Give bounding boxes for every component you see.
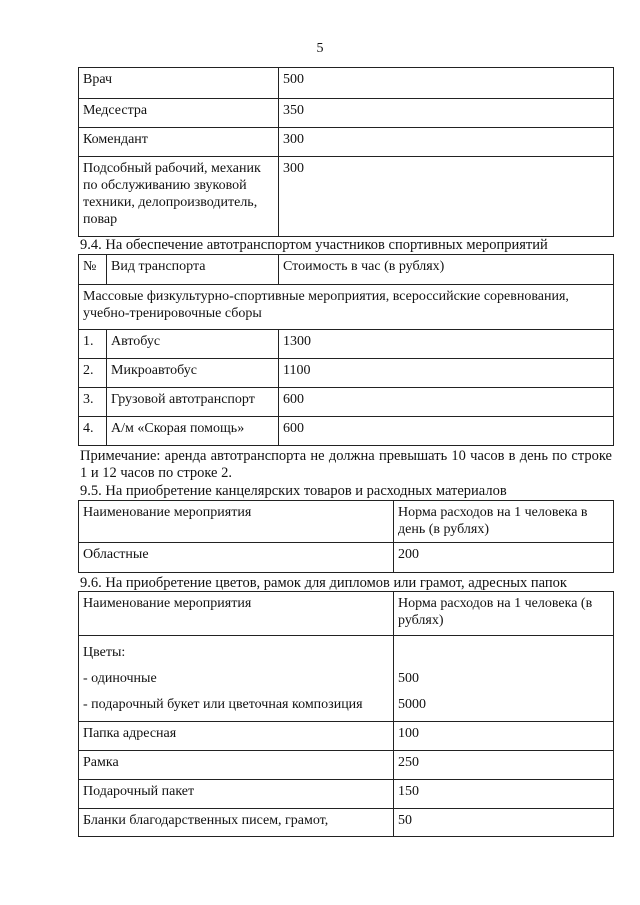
transport-table	[78, 254, 614, 446]
table-row	[79, 128, 614, 157]
flowers-bouquet: - подарочный букет или цветочная композиция	[83, 697, 363, 712]
flowers-single-value: 500	[398, 671, 419, 686]
column-header-name: Наименование мероприятия	[79, 501, 394, 543]
transport-cost: 1100	[279, 359, 614, 388]
column-header-num: №	[79, 255, 107, 285]
staff-name: Врач	[79, 68, 279, 99]
table-header-row	[79, 255, 614, 285]
flowers-values-cell	[394, 636, 614, 722]
table-row	[79, 780, 614, 809]
staff-name: Комендант	[79, 128, 279, 157]
item-name: Бланки благодарственных писем, грамот,	[79, 809, 394, 837]
table-row	[79, 417, 614, 446]
item-name: Папка адресная	[79, 722, 394, 751]
staff-name: Подсобный рабочий, механик по обслуживанию звуковой техники, делопроизводитель, повар	[79, 157, 279, 237]
column-header-cost: Стоимость в час (в рублях)	[279, 255, 614, 285]
column-header-type: Вид транспорта	[107, 255, 279, 285]
transport-type: А/м «Скорая помощь»	[107, 417, 279, 446]
transport-type: Микроавтобус	[107, 359, 279, 388]
column-header-norm: Норма расходов на 1 человека (в рублях)	[394, 592, 614, 636]
transport-cost: 1300	[279, 330, 614, 359]
table-row	[79, 157, 614, 237]
table-row	[79, 636, 614, 722]
row-num: 2.	[79, 359, 107, 388]
transport-type: Грузовой автотранспорт	[107, 388, 279, 417]
staff-rates-table	[78, 67, 614, 237]
staff-rate: 350	[279, 99, 614, 128]
row-num: 3.	[79, 388, 107, 417]
item-value: 250	[394, 751, 614, 780]
row-num: 1.	[79, 330, 107, 359]
table-header-row	[79, 501, 614, 543]
item-name: Областные	[79, 543, 394, 573]
staff-rate: 500	[279, 68, 614, 99]
column-header-name: Наименование мероприятия	[79, 592, 394, 636]
row-num: 4.	[79, 417, 107, 446]
table-row	[79, 388, 614, 417]
item-value: 150	[394, 780, 614, 809]
table-row	[79, 722, 614, 751]
stationery-table	[78, 500, 614, 573]
staff-rate: 300	[279, 157, 614, 237]
group-title: Массовые физкультурно-спортивные мероприятия, всероссийские соревнования, учебно-тренировочные сборы	[79, 285, 614, 330]
transport-note: Примечание: аренда автотранспорта не должна превышать 10 часов в день по строке 1 и 12 часов по строке 2.	[80, 448, 612, 481]
table-row	[79, 359, 614, 388]
table-row	[79, 751, 614, 780]
staff-rate: 300	[279, 128, 614, 157]
transport-cost: 600	[279, 388, 614, 417]
section-heading-9-5: 9.5. На приобретение канцелярских товаров и расходных материалов	[80, 483, 507, 499]
table-row	[79, 809, 614, 837]
item-name: Подарочный пакет	[79, 780, 394, 809]
item-value: 100	[394, 722, 614, 751]
item-value: 50	[394, 809, 614, 837]
section-heading-9-6: 9.6. На приобретение цветов, рамок для дипломов или грамот, адресных папок	[80, 575, 567, 591]
section-heading-9-4: 9.4. На обеспечение автотранспортом участников спортивных мероприятий	[80, 237, 548, 253]
column-header-norm: Норма расходов на 1 человека в день (в рублях)	[394, 501, 614, 543]
flowers-table	[78, 591, 614, 837]
item-name: Рамка	[79, 751, 394, 780]
transport-type: Автобус	[107, 330, 279, 359]
flowers-cell	[79, 636, 394, 722]
table-header-row	[79, 592, 614, 636]
table-row	[79, 99, 614, 128]
transport-cost: 600	[279, 417, 614, 446]
table-row	[79, 68, 614, 99]
table-row	[79, 543, 614, 573]
flowers-bouquet-value: 5000	[398, 697, 426, 712]
item-value: 200	[394, 543, 614, 573]
table-row	[79, 330, 614, 359]
table-group-row	[79, 285, 614, 330]
page-number: 5	[316, 41, 324, 56]
flowers-single: - одиночные	[83, 671, 157, 686]
flowers-title: Цветы:	[83, 645, 126, 660]
staff-name: Медсестра	[79, 99, 279, 128]
